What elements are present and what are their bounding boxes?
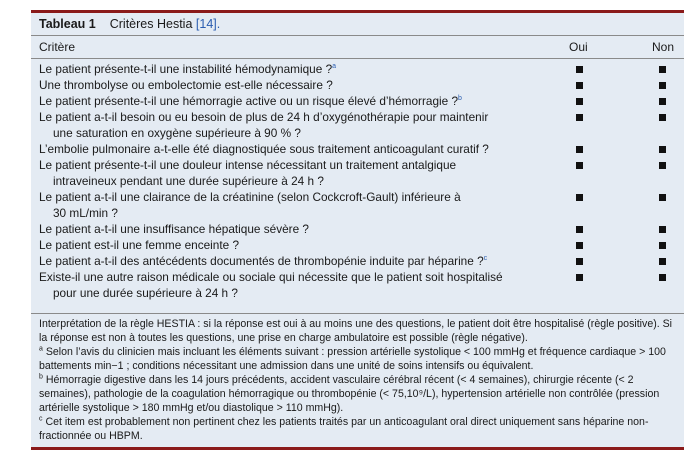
table-panel	[31, 10, 684, 450]
table-row	[31, 77, 684, 93]
oui-checkbox	[576, 146, 583, 153]
non-checkbox	[659, 162, 666, 169]
table-row	[31, 141, 684, 157]
criterion-line: Le patient a-t-il une clairance de la créatinine (selon Cockcroft-Gault) inférieure à	[39, 190, 461, 204]
footnote-a-text: Selon l’avis du clinicien mais incluant les éléments suivant : pression artérielle systolique < 100 mmHg et fréquence cardiaque > 100 battements min−1 ; conditions nécessitant une admission dans une unité de soins intensifs ou équivalent.	[39, 346, 666, 372]
oui-checkbox	[576, 98, 583, 105]
table-row	[31, 93, 684, 109]
criterion-line-continued: une saturation en oxygène supérieure à 90 % ?	[53, 126, 301, 140]
non-checkbox	[659, 146, 666, 153]
oui-checkbox	[576, 242, 583, 249]
criterion-line: Existe-il une autre raison médicale ou sociale qui nécessite que le patient soit hospitalisé	[39, 270, 503, 284]
non-checkbox	[659, 258, 666, 265]
footnote-c	[39, 415, 676, 443]
table-row	[31, 61, 684, 77]
footnote-marker: b	[458, 95, 462, 103]
table-footnotes	[31, 313, 684, 443]
bottom-rule	[31, 447, 684, 450]
oui-checkbox	[576, 274, 583, 281]
table-row	[31, 109, 684, 141]
criterion-line: Le patient présente-t-il une instabilité hémodynamique ?	[39, 62, 333, 76]
footnote-a-mark: a	[39, 345, 43, 353]
header-yes: Oui	[569, 40, 588, 54]
criterion-text	[31, 141, 539, 157]
criterion-text	[31, 221, 539, 237]
table-row	[31, 253, 684, 269]
table-caption	[31, 10, 684, 36]
non-checkbox	[659, 194, 666, 201]
table-title: Critères Hestia	[109, 17, 193, 31]
table-header	[31, 36, 684, 59]
criterion-line-continued: 30 mL/min ?	[53, 206, 118, 220]
table-row	[31, 221, 684, 237]
criterion-text	[31, 61, 539, 77]
table-row	[31, 189, 684, 221]
table-row	[31, 269, 684, 301]
criterion-line: Le patient est-il une femme enceinte ?	[39, 238, 240, 252]
criterion-line: Une thrombolyse ou embolectomie est-elle nécessaire ?	[39, 78, 333, 92]
footnote-c-text: Cet item est probablement non pertinent chez les patients traités par un anticoagulant oral direct uniquement sans héparine non-fractionnée ou HBPM.	[39, 416, 649, 442]
footnote-b	[39, 373, 676, 415]
table-label: Tableau 1	[39, 17, 96, 31]
non-checkbox	[659, 226, 666, 233]
non-checkbox	[659, 82, 666, 89]
criterion-text	[31, 157, 539, 189]
footnote-marker: c	[483, 255, 488, 263]
oui-checkbox	[576, 194, 583, 201]
footnote-b-text: Hémorragie digestive dans les 14 jours précédents, accident vasculaire cérébral récent (< 4 semaines), chirurgie récente (< 2 semaines), pathologie de la coagulation hémorragique ou thrombopénie (< 75,10⁹/L), hypertension artérielle non contrôlée (pression artérielle systolique > 180 mmHg et/ou diastolique > 110 mmHg).	[39, 374, 660, 414]
oui-checkbox	[576, 114, 583, 121]
non-checkbox	[659, 66, 666, 73]
criterion-text	[31, 269, 539, 301]
criterion-line: Le patient a-t-il des antécédents documentés de thrombopénie induite par héparine ?	[39, 254, 484, 268]
oui-checkbox	[576, 82, 583, 89]
criterion-line-continued: pour une durée supérieure à 24 h ?	[53, 286, 238, 300]
interpretation-note: Interprétation de la règle HESTIA : si la réponse est oui à au moins une des questions, le patient doit être hospitalisé (règle positive). Si la réponse est non à toutes les questions, une prise en charge ambulatoire est possible (règle négative).	[39, 318, 673, 344]
non-checkbox	[659, 274, 666, 281]
footnote-c-mark: c	[39, 415, 43, 423]
non-checkbox	[659, 114, 666, 121]
criterion-line: Le patient a-t-il une insuffisance hépatique sévère ?	[39, 222, 309, 236]
footnote-a	[39, 345, 676, 373]
footnote-marker: a	[332, 63, 337, 71]
criterion-text	[31, 253, 539, 269]
non-checkbox	[659, 242, 666, 249]
table-row	[31, 157, 684, 189]
criterion-text	[31, 77, 539, 93]
footnote-b-mark: b	[39, 373, 43, 381]
oui-checkbox	[576, 66, 583, 73]
oui-checkbox	[576, 162, 583, 169]
reference-link[interactable]: [14].	[195, 17, 221, 31]
criteria-list	[31, 59, 684, 301]
criterion-line: L’embolie pulmonaire a-t-elle été diagnostiquée sous traitement anticoagulant curatif ?	[39, 142, 489, 156]
non-checkbox	[659, 98, 666, 105]
criterion-line-continued: intraveineux pendant une durée supérieure à 24 h ?	[53, 174, 324, 188]
table-row	[31, 237, 684, 253]
header-no: Non	[652, 40, 675, 54]
oui-checkbox	[576, 226, 583, 233]
criterion-text	[31, 93, 539, 109]
criterion-line: Le patient présente-t-il une hémorragie active ou un risque élevé d’hémorragie ?	[39, 94, 459, 108]
oui-checkbox	[576, 258, 583, 265]
criterion-text	[31, 189, 539, 221]
criterion-line: Le patient présente-t-il une douleur intense nécessitant un traitement antalgique	[39, 158, 457, 172]
criterion-text	[31, 109, 539, 141]
header-criterion: Critère	[39, 40, 76, 54]
criterion-line: Le patient a-t-il besoin ou eu besoin de plus de 24 h d’oxygénothérapie pour maintenir	[39, 110, 489, 124]
criterion-text	[31, 237, 539, 253]
